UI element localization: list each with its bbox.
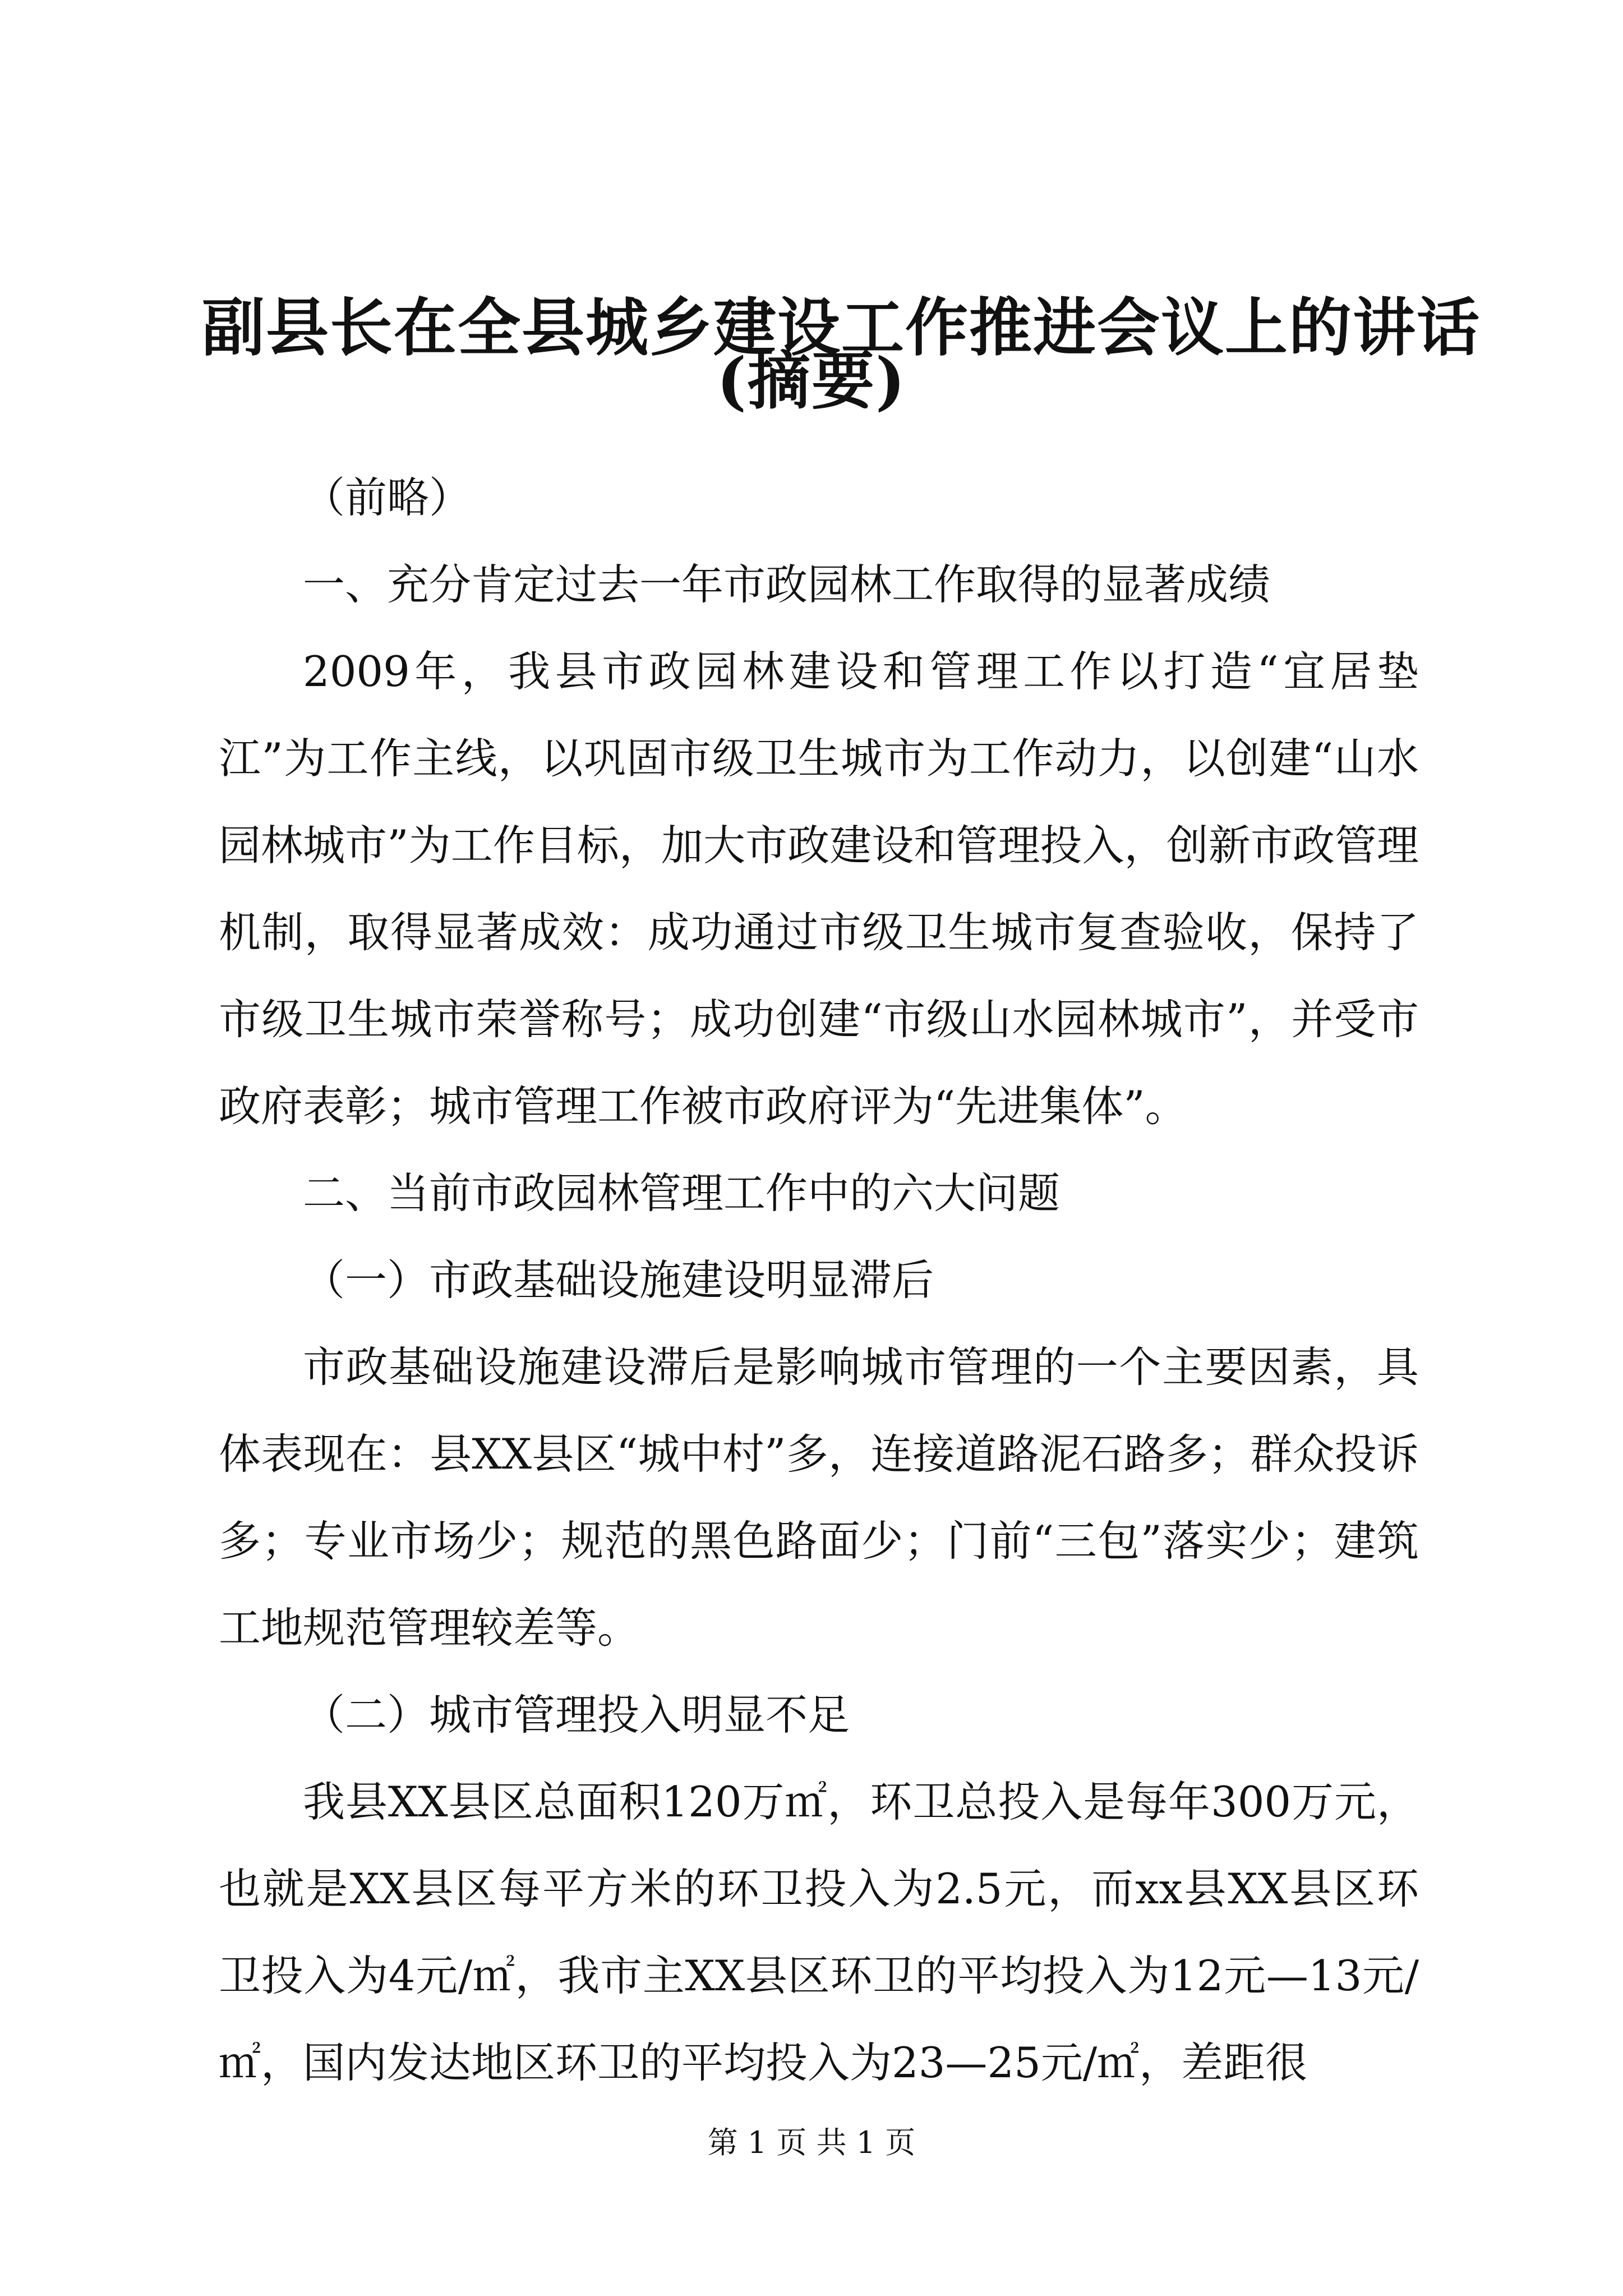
subsection-heading-1: （一）市政基础设施建设明显滞后 [303,1255,934,1305]
section-heading-2: 二、当前市政园林管理工作中的六大问题 [303,1168,1061,1218]
paragraph-preface: （前略） [303,473,472,522]
paragraph-investment: 我县XX县区总面积120万㎡，环卫总投入是每年300万元，也就是XX县区每平方米的环卫投入为2.5元，而xx县XX县区环卫投入为4元/㎡，我市主XX县区环卫的平均投入为12元—13元/㎡，国内发达地区环卫的平均投入为23—25元/㎡，差距很 [219,1777,1419,2087]
page-footer: 第 1 页 共 1 页 [707,2125,916,2160]
section-heading-1: 一、充分肯定过去一年市政园林工作取得的显著成绩 [303,560,1271,609]
paragraph-achievements: 2009年，我县市政园林建设和管理工作以打造“宜居垫江”为工作主线，以巩固市级卫生城市为工作动力，以创建“山水园林城市”为工作目标，加大市政建设和管理投入，创新市政管理机制，取得显著成效：成功通过市级卫生城市复查验收，保持了市级卫生城市荣誉称号；成功创建“市级山水园林城市”，并受市政府表彰；城市管理工作被市政府评为“先进集体”。 [219,647,1419,1131]
subsection-heading-2: （二）城市管理投入明显不足 [303,1690,850,1740]
paragraph-infrastructure: 市政基础设施建设滞后是影响城市管理的一个主要因素，具体表现在：县XX县区“城中村”多，连接道路泥石路多；群众投诉多；专业市场少；规范的黑色路面少；门前“三包”落实少；建筑工地规范管理较差等。 [219,1342,1419,1653]
document-body [219,454,1419,2106]
document-title-line-1: 副县长在全县城乡建设工作推进会议上的讲话 [202,291,1481,365]
document-title-line-2: (摘要) [717,344,906,418]
